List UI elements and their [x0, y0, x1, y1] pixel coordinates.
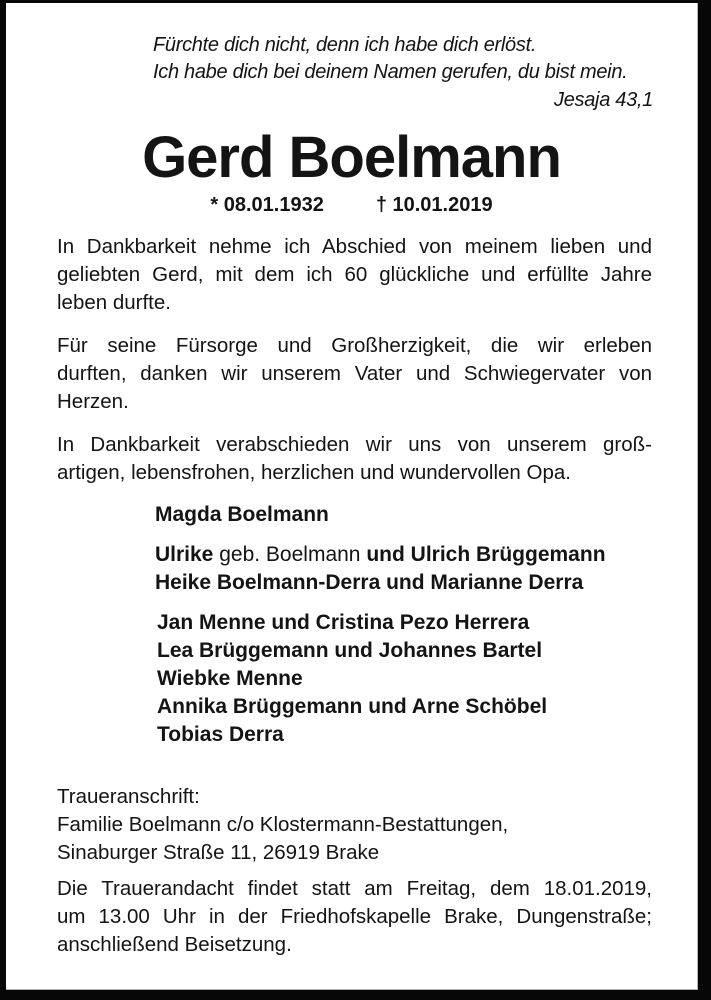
funeral-address-label: Traueranschrift: [57, 785, 200, 808]
paragraph-line: In Dankbarkeit verabschieden wir uns von unserem groß- [57, 433, 652, 456]
mourner-widow [155, 501, 652, 529]
obituary-page [6, 3, 698, 990]
epigraph-line-1: Fürchte dich nicht, denn ich habe dich erlöst. [153, 34, 537, 56]
service-line: Die Trauerandacht findet statt am Freitag, dem 18.01.2019, [57, 877, 652, 900]
mourners-children [155, 541, 672, 597]
mourner-name: Lea Brüggemann und Johannes Bartel [157, 639, 543, 662]
mourner-name [155, 541, 672, 569]
funeral-address-line: Sinaburger Straße 11, 26919 Brake [57, 841, 380, 864]
paragraph-line: Für seine Fürsorge und Großherzigkeit, die wir erleben [57, 334, 652, 357]
paragraph-line: leben durfte. [57, 291, 171, 314]
mourner-name-part: Ulrike [155, 543, 214, 566]
paragraph-line: geliebten Gerd, mit dem ich 60 glückliche und erfüllte Jahre [57, 263, 652, 286]
paragraph-line: In Dankbarkeit nehme ich Abschied von meinem lieben und [57, 235, 652, 258]
paragraph-line: durften, danken wir unserem Vater und Schwiegervater von [57, 362, 652, 385]
mourner-name-part: und Ulrich Brüggemann [366, 543, 606, 566]
mourner-name-part: geb. Boelmann [219, 543, 361, 566]
deceased-name: Gerd Boelmann [142, 125, 561, 190]
epigraph-line-2: Ich habe dich bei deinem Namen gerufen, du bist mein. [153, 61, 628, 83]
paragraph-thanks-children [57, 332, 652, 416]
service-line: um 13.00 Uhr in der Friedhofskapelle Brake, Dungenstraße; [57, 905, 652, 928]
mourner-name: Heike Boelmann-Derra und Marianne Derra [155, 571, 584, 594]
service-information [57, 875, 652, 959]
paragraph-line: artigen, lebensfrohen, herzlichen und wundervollen Opa. [57, 461, 571, 484]
paragraph-farewell-wife [57, 233, 652, 317]
life-dates [6, 192, 697, 218]
mourner-name: Tobias Derra [157, 723, 284, 746]
birth-date: * 08.01.1932 [210, 194, 324, 216]
epigraph-source: Jesaja 43,1 [554, 89, 653, 111]
mourner-name: Jan Menne und Cristina Pezo Herrera [157, 611, 530, 634]
mourner-name: Wiebke Menne [157, 667, 303, 690]
paragraph-line: Herzen. [57, 390, 129, 413]
mourners-grandchildren [157, 609, 652, 749]
mourner-name: Magda Boelmann [155, 503, 329, 526]
epigraph [153, 32, 653, 114]
death-date: † 10.01.2019 [375, 194, 493, 216]
mourner-name: Annika Brüggemann und Arne Schöbel [157, 695, 548, 718]
paragraph-farewell-grandchildren [57, 431, 652, 487]
service-line: anschließend Beisetzung. [57, 933, 292, 956]
funeral-address-line: Familie Boelmann c/o Klostermann-Bestattungen, [57, 813, 509, 836]
funeral-address [57, 783, 652, 867]
